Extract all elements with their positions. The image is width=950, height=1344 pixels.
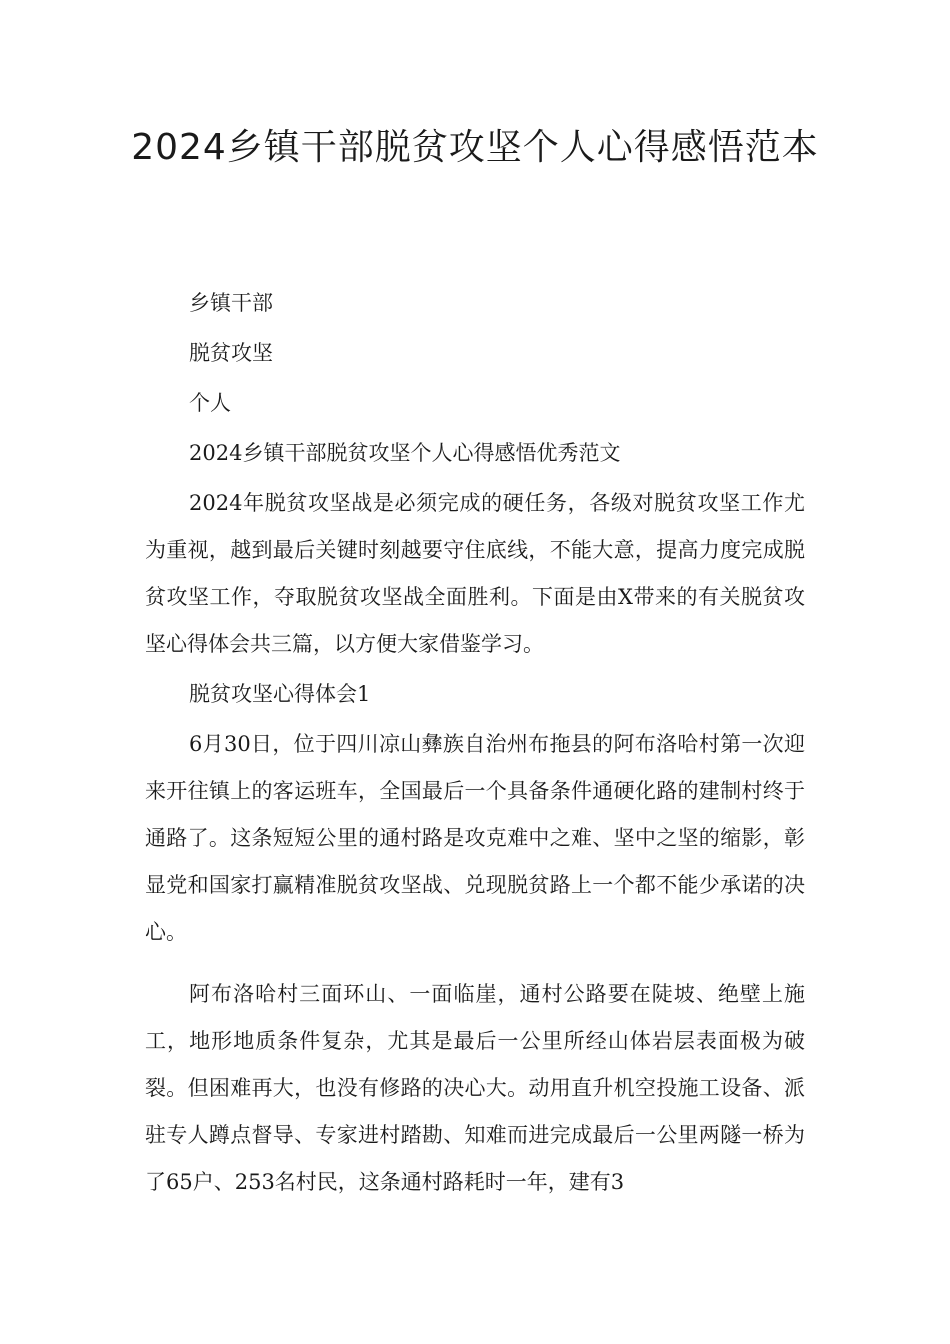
- paragraph-gap: [145, 959, 805, 971]
- keyword-3: 个人: [189, 391, 231, 415]
- body-paragraph-1: 6月30日，位于四川凉山彝族自治州布拖县的阿布洛哈村第一次迎来开往镇上的客运班车，全国最后一个具备条件通硬化路的建制村终于通路了。这条短短公里的通村路是攻克难中之难、坚中之坚的缩影，彰显党和国家打赢精准脱贫攻坚战、兑现脱贫路上一个都不能少承诺的决心。: [145, 732, 805, 944]
- intro-paragraph: 2024年脱贫攻坚战是必须完成的硬任务，各级对脱贫攻坚工作尤为重视，越到最后关键时刻越要守住底线，不能大意，提高力度完成脱贫攻坚工作，夺取脱贫攻坚战全面胜利。下面是由X带来的有关脱贫攻坚心得体会共三篇，以方便大家借鉴学习。: [145, 491, 805, 656]
- section-heading: 脱贫攻坚心得体会1: [189, 682, 371, 706]
- keyword-2: 脱贫攻坚: [189, 341, 273, 365]
- body-paragraph-2: 阿布洛哈村三面环山、一面临崖，通村公路要在陡坡、绝壁上施工，地形地质条件复杂，尤其是最后一公里所经山体岩层表面极为破裂。但困难再大，也没有修路的决心大。动用直升机空投施工设备、派驻专人蹲点督导、专家进村踏勘、知难而进完成最后一公里两隧一桥为了65户、253名村民，这条通村路耗时一年，建有3: [145, 982, 805, 1194]
- document-body: [145, 280, 805, 1209]
- keyword-1: 乡镇干部: [189, 291, 273, 315]
- document-title: 2024乡镇干部脱贫攻坚个人心得感悟范本: [131, 127, 819, 168]
- document-subtitle: 2024乡镇干部脱贫攻坚个人心得感悟优秀范文: [189, 441, 621, 465]
